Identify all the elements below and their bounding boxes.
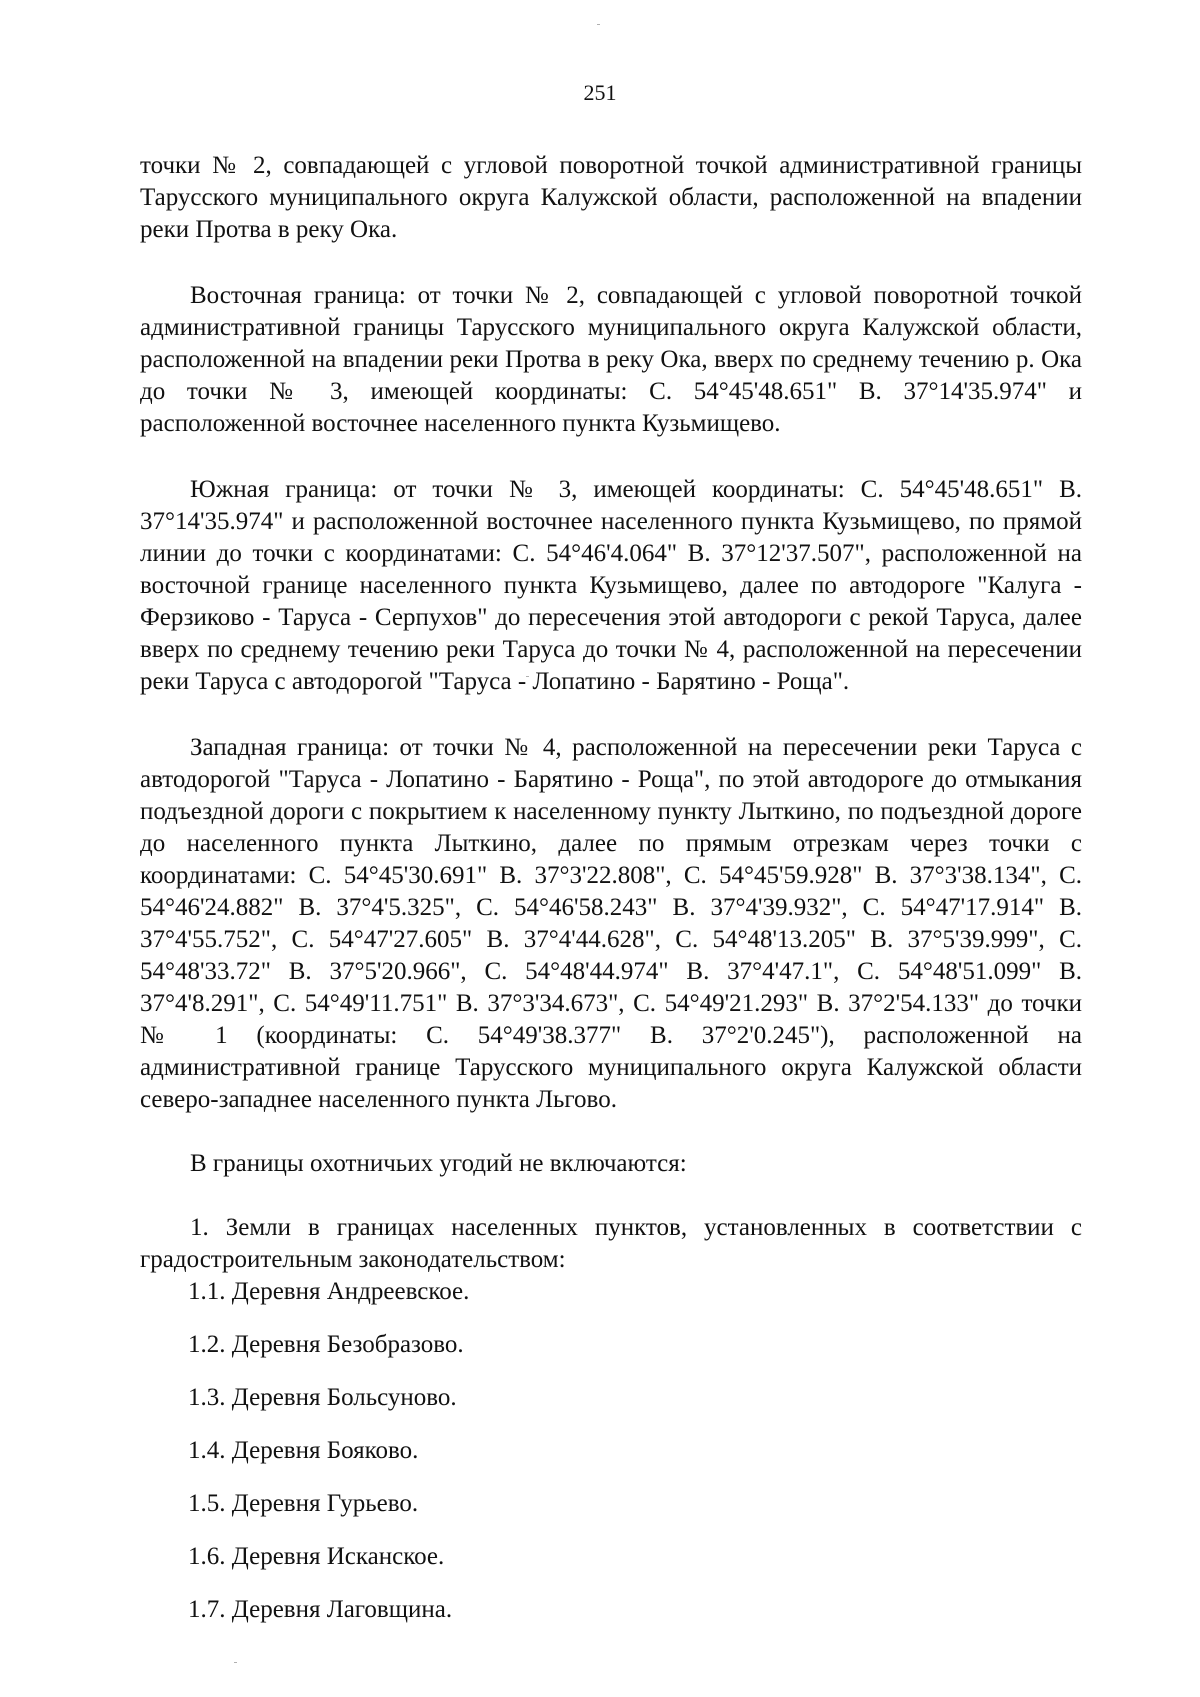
paragraph-north-boundary-end: точки № 2, совпадающей с угловой поворотной точкой административной границы Тарусского муниципального округа Калужской области, расположенной на впадении реки Протва в реку Ока.	[140, 152, 1082, 243]
settlement-list	[140, 1276, 1082, 1626]
list-item: 1.7. Деревня Лаговщина.	[188, 1596, 453, 1623]
list-item: 1.3. Деревня Больсуново.	[188, 1384, 457, 1411]
paragraph-exclusions-intro: В границы охотничьих угодий не включаются:	[190, 1150, 687, 1177]
list-item: 1.1. Деревня Андреевское.	[188, 1278, 470, 1305]
document-body	[140, 150, 1082, 1626]
list-item: 1.2. Деревня Безобразово.	[188, 1331, 464, 1358]
paragraph-exclusions-item-1: 1. Земли в границах населенных пунктов, установленных в соответствии с градостроительным законодательством:	[140, 1214, 1082, 1273]
paragraph-south-boundary: Южная граница: от точки № 3, имеющей координаты: С. 54°45'48.651" В. 37°14'35.974" и расположенной восточнее населенного пункта Кузьмищево, по прямой линии до точки с координатами: С. 54°46'4.064" В. 37°12'37.507", расположенной на восточной границе населенного пункта Кузьмищево, далее по автодороге "Калуга - Ферзиково - Таруса - Серпухов" до пересечения этой автодороги с рекой Таруса, далее вверх по среднему течению реки Таруса до точки № 4, расположенной на пересечении реки Таруса с автодорогой "Таруса - Лопатино - Барятино - Роща".	[140, 476, 1082, 695]
paragraph-west-boundary: Западная граница: от точки № 4, расположенной на пересечении реки Таруса с автодорогой "Таруса - Лопатино - Барятино - Роща", по этой автодороге до отмыкания подъездной дороги с покрытием к населенному пункту Лыткино, по подъездной дороге до населенного пункта Лыткино, далее по прямым отрезкам через точки с координатами: С. 54°45'30.691" В. 37°3'22.808", С. 54°45'59.928" В. 37°3'38.134", С. 54°46'24.882" В. 37°4'5.325", С. 54°46'58.243" В. 37°4'39.932", С. 54°47'17.914" В. 37°4'55.752", С. 54°47'27.605" В. 37°4'44.628", С. 54°48'13.205" В. 37°5'39.999", С. 54°48'33.72" В. 37°5'20.966", С. 54°48'44.974" В. 37°4'47.1", С. 54°48'51.099" В. 37°4'8.291", С. 54°49'11.751" В. 37°3'34.673", С. 54°49'21.293" В. 37°2'54.133" до точки № 1 (координаты: С. 54°49'38.377" В. 37°2'0.245"), расположенной на административной границе Тарусского муниципального округа Калужской области северо-западнее населенного пункта Льгово.	[140, 734, 1082, 1113]
scan-speck	[597, 24, 600, 25]
list-item: 1.4. Деревня Бояково.	[188, 1437, 419, 1464]
list-item: 1.6. Деревня Исканское.	[188, 1543, 445, 1570]
list-item: 1.5. Деревня Гурьево.	[188, 1490, 419, 1517]
scan-speck	[234, 1662, 237, 1663]
paragraph-east-boundary: Восточная граница: от точки № 2, совпадающей с угловой поворотной точкой административной границы Тарусского муниципального округа Калужской области, расположенной на впадении реки Протва в реку Ока, вверх по среднему течению р. Ока до точки № 3, имеющей координаты: С. 54°45'48.651" В. 37°14'35.974" и расположенной восточнее населенного пункта Кузьмищево.	[140, 282, 1082, 437]
page-number: 251	[583, 80, 617, 105]
